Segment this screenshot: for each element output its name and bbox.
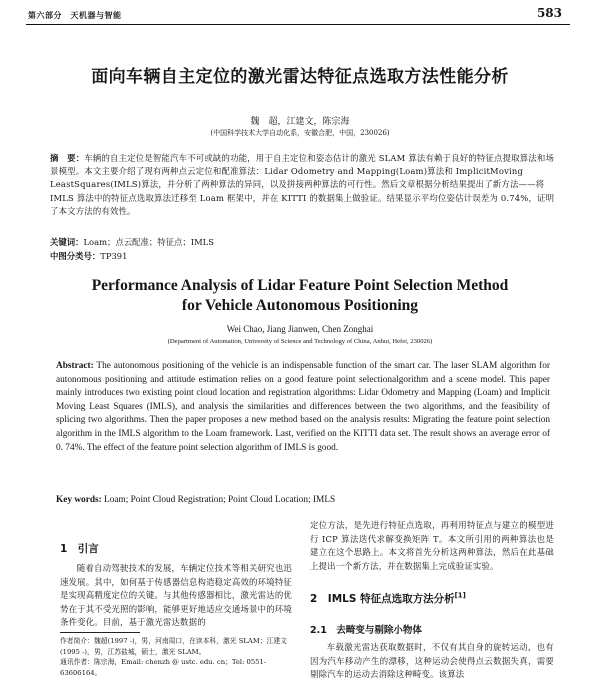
section-1-heading: 1 引言 — [60, 543, 99, 555]
right-column-paragraph-2: 车载激光雷达获取数据时，不仅有其自身的旋转运动，也有因为汽车移动产生的漂移，这种运动会使得点云数据失真，需要剔除汽车的运动去消除这种畸变。该算法 — [310, 642, 554, 679]
footnote-corresponding: 通讯作者：陈宗海，Email: chenzh @ ustc. edu. cn；Tel: 0551-63606164。 — [60, 658, 267, 677]
intro-paragraph: 随着自动驾驶技术的发展，车辆定位技术等相关研究也迅速发展。其中，如何基于传感器信息构造稳定高效的环境特征是实现高精度定位的关键。与其他传感器相比，激光雷达的优势在于其不受光照的影响，能够更好地适应交通场景中的环境条件变化。目前，基于激光雷达数据的 — [60, 563, 292, 627]
page-number: 583 — [536, 6, 562, 20]
subsection-2-1-heading: 2.1 去畸变与剔除小物体 — [310, 625, 422, 636]
english-keywords-label: Key words: — [56, 495, 102, 505]
right-column-paragraph-1: 定位方法，是先进行特征点选取，再利用特征点与建立的模型进行 ICP 算法迭代求解变换矩阵 T。本文所引用的两种算法也是建立在这个思路上。本文将首先分析这两种算法，然后在此基础上提出一个新方法，并在数据集上完成验证实验。 — [310, 520, 554, 571]
header-rule — [26, 24, 570, 25]
english-authors: Wei Chao, Jiang Jianwen, Chen Zonghai — [226, 324, 374, 334]
chinese-keywords-label: 关键词： — [50, 237, 84, 247]
chinese-authors: 魏 超，江建文，陈宗海 — [250, 117, 350, 127]
section-2-citation: [1] — [454, 591, 466, 600]
running-header: 第六部分 天机器与智能 — [28, 11, 122, 20]
footnote-rule — [60, 632, 140, 633]
footnote-author-bio: 作者简介：魏超(1997 -)，男，河南周口，在读本科，激光 SLAM；江建文(1995 -)，男，江苏盐城，硕士，激光 SLAM。 — [60, 637, 287, 656]
chinese-keywords — [50, 236, 556, 248]
english-abstract — [56, 360, 550, 455]
chinese-affiliation: (中国科学技术大学自动化系，安徽合肥，中国，230026) — [210, 129, 390, 137]
chinese-keywords-text: Loam；点云配准；特征点；IMLS — [83, 237, 214, 247]
footnote — [60, 636, 292, 678]
chinese-abstract-text: 车辆的自主定位是智能汽车不可或缺的功能，用于自主定位和姿态估计的激光 SLAM 算法有赖于良好的特征点提取算法和场景模型。本文主要介绍了现有两种点云定位和配准算法：Lidar Odometry and Mapping(Loam)算法和 ImplicitMoving LeastSquares(IMLS)算法，并分析了两种算法的异同，以及拼接两种算法的可行性。然后文章根据分析结果提出了新方法——将 IMLS 算法中的特征点选取算法迁移至 Loam 框架中，并在 KITTI 的数据集上做验证。结果显示平均位姿估计误差为 0.74%，证明了本文方法的有效性。 — [50, 153, 555, 216]
english-abstract-text: The autonomous positioning of the vehicle is an indispensable function of the smart car. The laser SLAM algorithm for autonomous positioning and attitude estimation relies on a good feature point selectionalgorithm and a scene model. This paper mainly introduces two existing point cloud location and registration algorithms: Lidar Odometry and Mapping (Loam) and Implicit Moving Least Squares (IMLS), and analysis the similarities and differences between the two algorithms, and the feasibility of splicing two algorithms. Then the paper proposes a new method based on the analysis results: Migrating the feature point selection algorithm in the IMLS algorithm to the Loam framework. Last, verified on the KITTI data set. The result shows an average error of 0. 74%. The effect of the feature point selection algorithm of IMLS is good. — [56, 361, 550, 453]
english-keywords-text: Loam; Point Cloud Registration; Point Cloud Location; IMLS — [104, 495, 336, 505]
section-2-heading — [310, 591, 554, 606]
classification-number — [50, 250, 556, 262]
english-title-line1: Performance Analysis of Lidar Feature Point Selection Method — [91, 277, 509, 294]
english-title-line2: for Vehicle Autonomous Positioning — [181, 297, 419, 314]
english-title — [40, 276, 560, 316]
english-abstract-label: Abstract: — [56, 361, 94, 371]
english-affiliation: (Department of Automation, University of Science and Technology of China, Anhui, Hefei, 230026) — [167, 338, 433, 345]
chinese-abstract-label: 摘 要： — [50, 153, 85, 163]
chinese-title: 面向车辆自主定位的激光雷达特征点选取方法性能分析 — [91, 67, 509, 87]
english-keywords — [56, 495, 550, 505]
chinese-abstract — [50, 152, 556, 218]
classification-label: 中图分类号： — [50, 251, 101, 261]
classification-code: TP391 — [100, 251, 128, 261]
section-2-title: 2 IMLS 特征点选取方法分析 — [310, 593, 455, 605]
